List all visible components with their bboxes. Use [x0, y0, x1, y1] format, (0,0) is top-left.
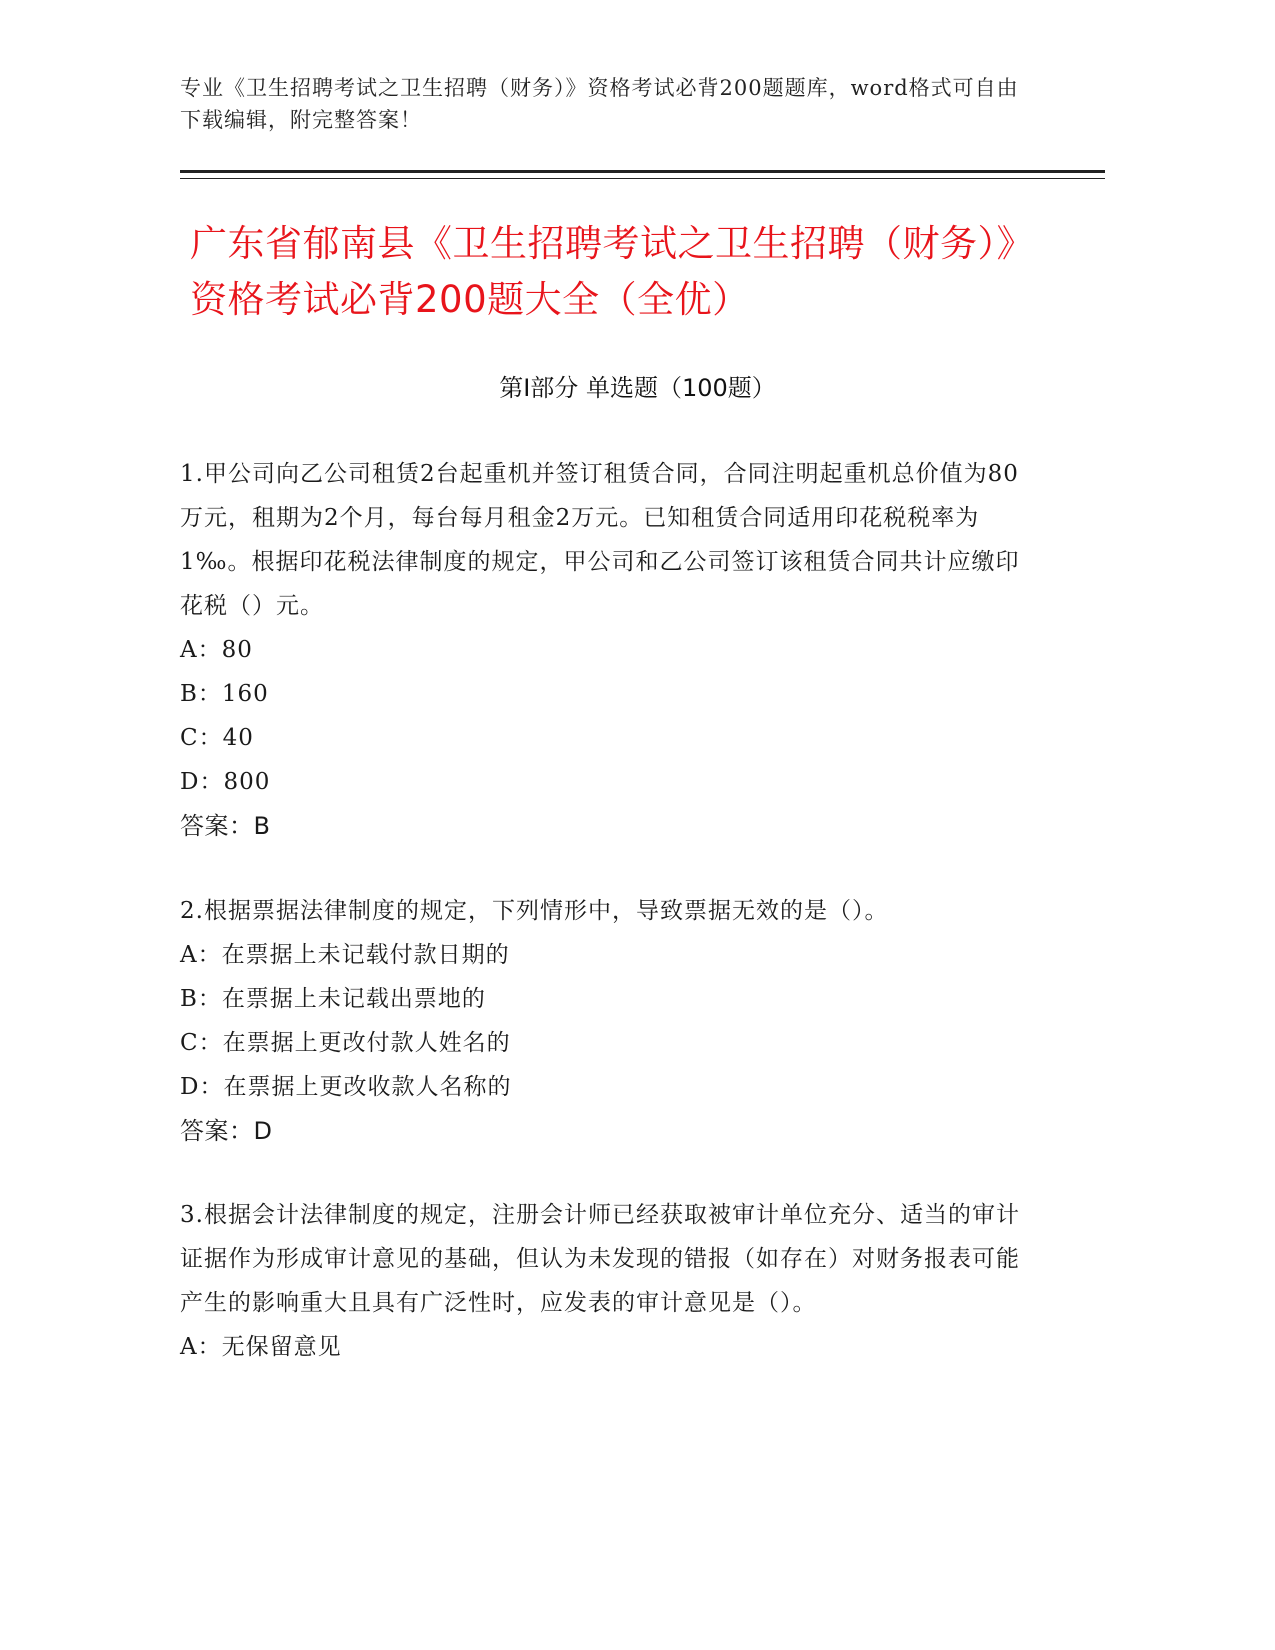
option-b: B：在票据上未记载出票地的	[180, 986, 486, 1012]
question-text: 1.甲公司向乙公司租赁2台起重机并签订租赁合同，合同注明起重机总价值为80万元，租期为2个月，每台每月租金2万元。已知租赁合同适用印花税税率为1‰。根据印花税法律制度的规定，甲公司和乙公司签订该租赁合同共计应缴印花税（）元。	[180, 461, 1020, 619]
answer: 答案：D	[180, 1117, 273, 1145]
option-a: A：无保留意见	[180, 1334, 342, 1360]
option-d: D：在票据上更改收款人名称的	[180, 1074, 512, 1100]
header-rule-thin	[180, 178, 1105, 179]
question-3	[180, 1193, 1040, 1369]
question-2	[180, 889, 1040, 1153]
option-b: B：160	[180, 681, 269, 707]
document-title: 广东省郁南县《卫生招聘考试之卫生招聘（财务）》资格考试必背200题大全（全优）	[190, 222, 1034, 321]
question-text: 2.根据票据法律制度的规定，下列情形中，导致票据无效的是（）。	[180, 898, 889, 924]
question-text: 3.根据会计法律制度的规定，注册会计师已经获取被审计单位充分、适当的审计证据作为形成审计意见的基础，但认为未发现的错报（如存在）对财务报表可能产生的影响重大且具有广泛性时，应发表的审计意见是（）。	[180, 1202, 1020, 1316]
question-1	[180, 452, 1040, 848]
option-d: D：800	[180, 769, 271, 795]
header-note: 专业《卫生招聘考试之卫生招聘（财务）》资格考试必背200题题库，word格式可自由下载编辑，附完整答案！	[180, 76, 1019, 132]
option-c: C：40	[180, 725, 254, 751]
option-c: C：在票据上更改付款人姓名的	[180, 1030, 511, 1056]
option-a: A：80	[180, 637, 253, 663]
section-heading: 第Ⅰ部分 单选题（100题）	[499, 374, 776, 402]
option-a: A：在票据上未记载付款日期的	[180, 942, 510, 968]
answer: 答案：B	[180, 812, 271, 840]
header-rule-thick	[180, 170, 1105, 173]
